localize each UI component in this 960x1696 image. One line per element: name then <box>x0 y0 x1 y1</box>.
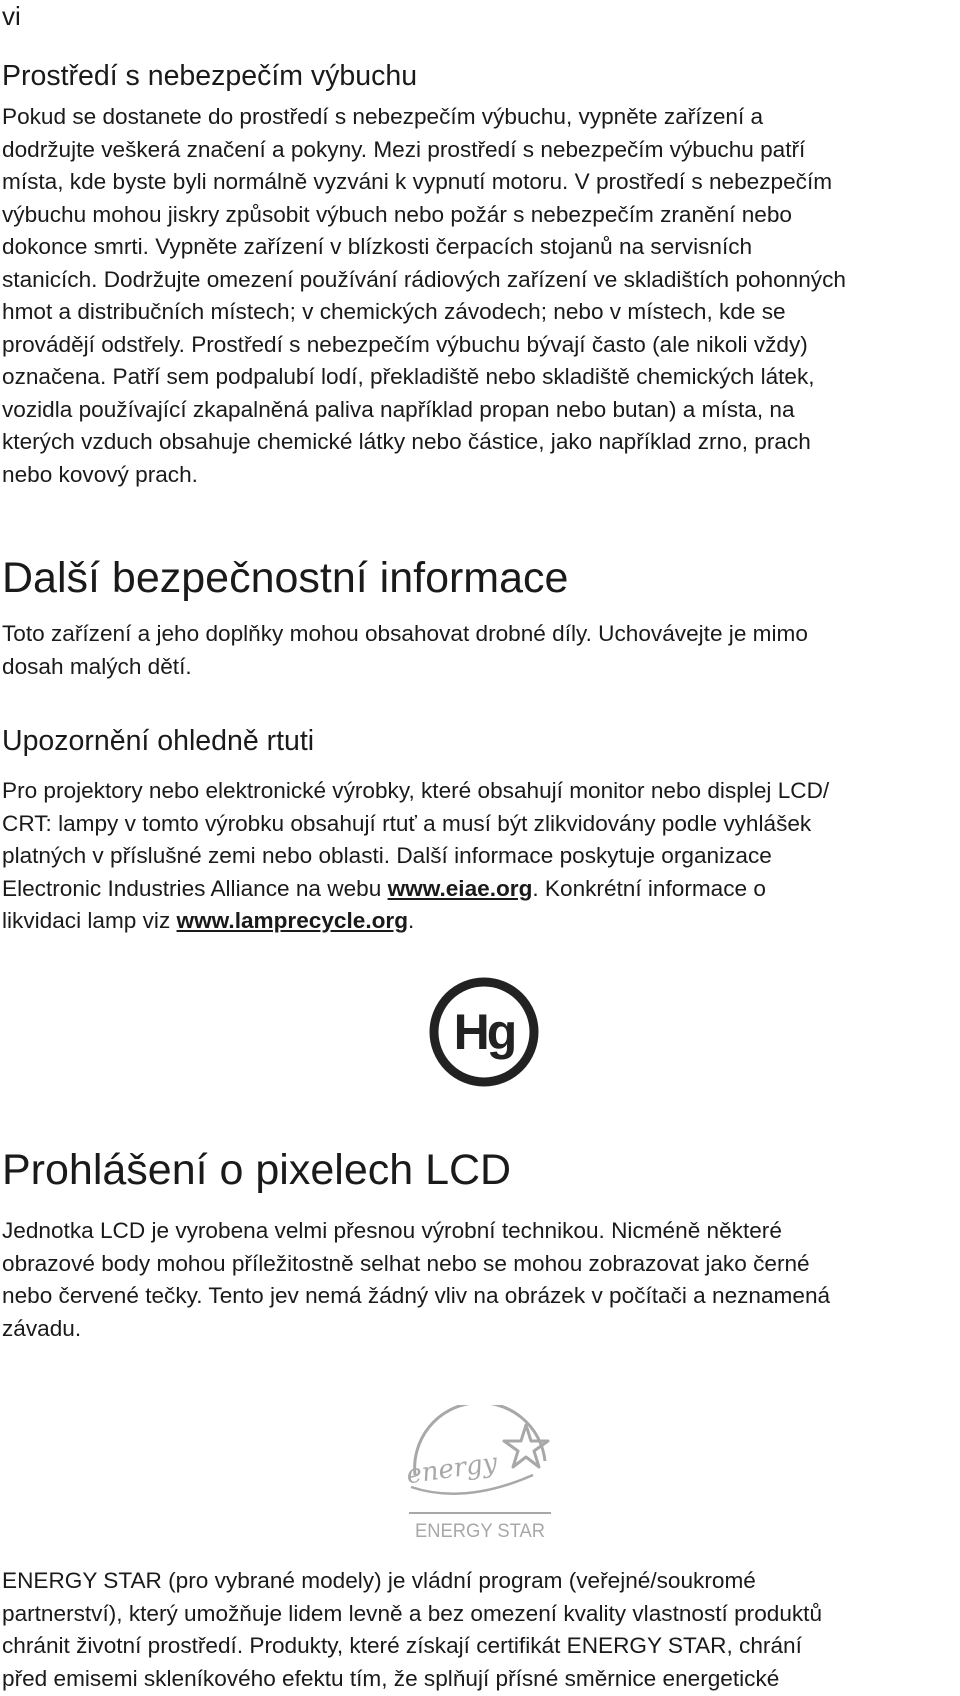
energy-star-caption: ENERGY STAR <box>415 1521 545 1542</box>
text-line <box>2 905 958 938</box>
heading-mercury-notice: Upozornění ohledně rtuti <box>2 725 315 757</box>
energy-star-logo <box>405 1405 555 1545</box>
text-line: místa, kde byste byli normálně vyzváni k vypnutí motoru. V prostředí s nebezpečím <box>2 169 833 194</box>
text-line: dokonce smrti. Vypněte zařízení v blízkosti čerpacích stojanů na servisních <box>2 234 753 259</box>
text-line: platných v příslušné zemi nebo oblasti. Další informace poskytuje organizace <box>2 843 772 868</box>
text-line: Pokud se dostanete do prostředí s nebezpečím výbuchu, vypněte zařízení a <box>2 104 764 129</box>
link-lamprecycle[interactable]: www.lamprecycle.org <box>176 908 408 933</box>
text-line: Pro projektory nebo elektronické výrobky, které obsahují monitor nebo displej LCD/ <box>2 778 830 803</box>
text-line: partnerství), který umožňuje lidem levně a bez omezení kvality vlastností produktů <box>2 1600 823 1626</box>
energy-star-star-icon <box>504 1425 548 1467</box>
text-line: označena. Patří sem podpalubí lodí, překladiště nebo skladiště chemických látek, <box>2 364 815 389</box>
paragraph-energy-star <box>2 1565 958 1695</box>
text-line: výbuchu mohou jiskry způsobit výbuch nebo požár s nebezpečím zranění nebo <box>2 201 792 227</box>
text-line: hmot a distribučních místech; v chemických závodech; nebo v místech, kde se <box>2 299 786 324</box>
paragraph-explosive-environment <box>2 101 958 491</box>
heading-lcd-pixels: Prohlášení o pixelech LCD <box>2 1146 512 1194</box>
link-eiae[interactable]: www.eiae.org <box>387 875 533 901</box>
text-line: dosah malých dětí. <box>2 653 192 679</box>
page-number: vi <box>2 1 21 31</box>
text-line: dodržujte veškerá značení a pokyny. Mezi prostředí s nebezpečím výbuchu patří <box>2 136 806 162</box>
text-line: Toto zařízení a jeho doplňky mohou obsahovat drobné díly. Uchovávejte je mimo <box>2 621 808 646</box>
heading-additional-safety: Další bezpečnostní informace <box>2 554 569 602</box>
text-line: před emisemi skleníkového efektu tím, že splňují přísné směrnice energetické <box>2 1665 780 1691</box>
text-line: chránit životní prostředí. Produkty, které získají certifikát ENERGY STAR, chrání <box>2 1633 802 1658</box>
text-line: provádějí odstřely. Prostředí s nebezpečím výbuchu bývají často (ale nikoli vždy) <box>2 331 808 357</box>
heading-explosive-environment: Prostředí s nebezpečím výbuchu <box>2 60 418 92</box>
text-line <box>2 873 958 906</box>
text-fragment: likvidaci lamp viz <box>2 908 177 933</box>
text-fragment: . <box>408 908 415 933</box>
text-line: vozidla používající zkapalněná paliva například propan nebo butan) a místa, na <box>2 396 795 422</box>
text-line: nebo kovový prach. <box>2 461 198 487</box>
hg-logo-text: Hg <box>453 1004 515 1060</box>
text-line: kterých vzduch obsahuje chemické látky nebo částice, jako například zrno, prach <box>2 429 811 454</box>
text-line: obrazové body mohou příležitostně selhat nebo se mohou zobrazovat jako černé <box>2 1250 810 1276</box>
text-line: CRT: lampy v tomto výrobku obsahují rtuť a musí být zlikvidovány podle vyhlášek <box>2 810 812 836</box>
mercury-hg-logo <box>428 976 540 1088</box>
text-line: stanicích. Dodržujte omezení používání rádiových zařízení ve skladištích pohonných <box>2 266 846 292</box>
text-line: závadu. <box>2 1315 82 1341</box>
paragraph-additional-safety <box>2 618 958 683</box>
paragraph-lcd-pixels <box>2 1215 958 1345</box>
text-fragment: Electronic Industries Alliance na webu <box>2 875 388 901</box>
text-fragment: . Konkrétní informace o <box>532 875 766 901</box>
text-line: Jednotka LCD je vyrobena velmi přesnou výrobní technikou. Nicméně některé <box>2 1218 782 1243</box>
text-line: ENERGY STAR (pro vybrané modely) je vládní program (veřejné/soukromé <box>2 1568 756 1593</box>
paragraph-mercury-notice <box>2 775 958 938</box>
text-line: nebo červené tečky. Tento jev nemá žádný vliv na obrázek v počítači a neznamená <box>2 1283 831 1308</box>
energy-star-script: energy <box>405 1447 500 1491</box>
